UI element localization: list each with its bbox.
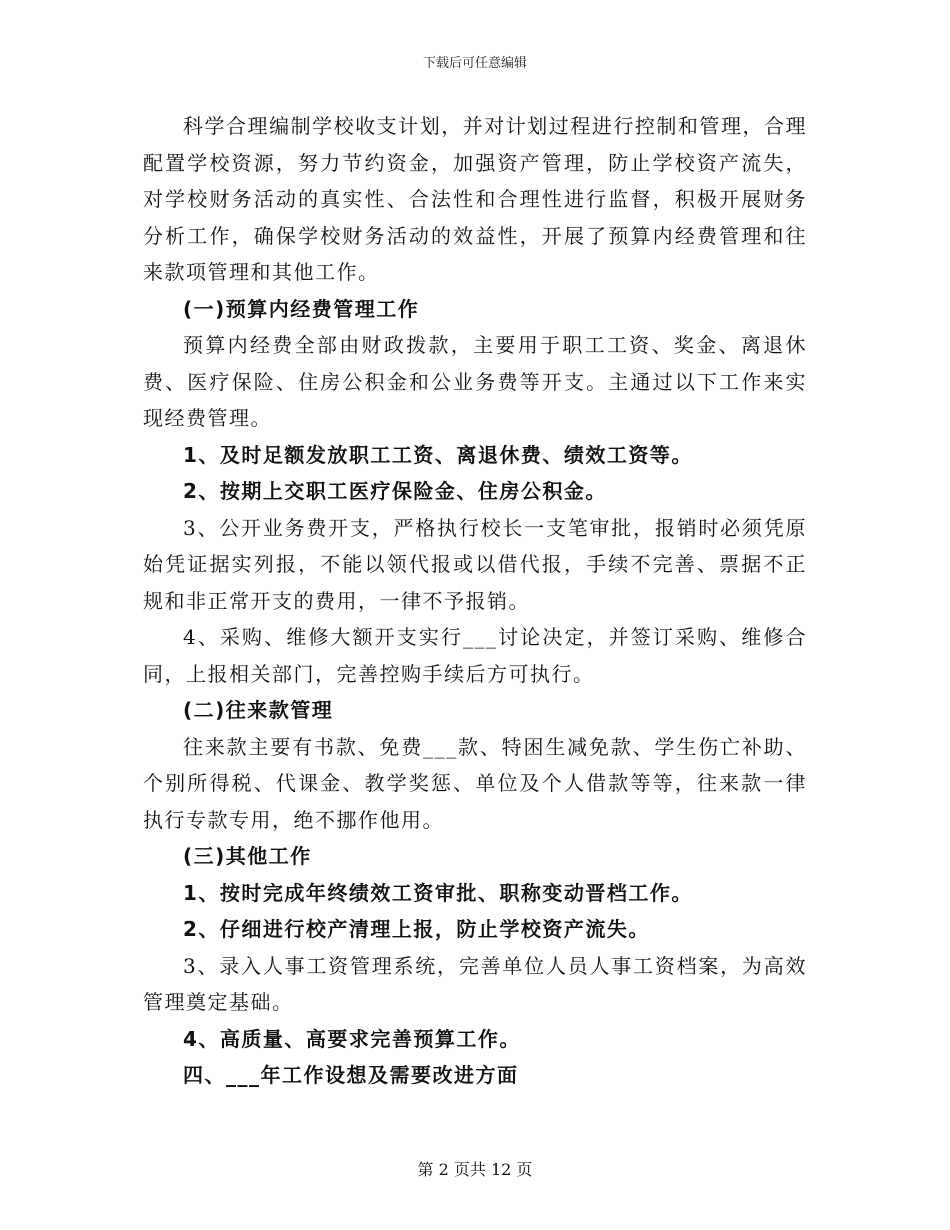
list-item: 2、仔细进行校产清理上报，防止学校资产流失。 <box>183 917 650 941</box>
list-item: 4、采购、维修大额开支实行___讨论决定，并签订采购、维修合同，上报相关部门，完善控购手续后方可执行。 <box>143 625 807 686</box>
list-item: 4、高质量、高要求完善预算工作。 <box>183 1026 521 1051</box>
section-heading: (一)预算内经费管理工作 <box>183 296 420 321</box>
page-number: 第 2 页共 12 页 <box>417 1160 533 1179</box>
paragraph: 预算内经费全部由财政拨款，主要用于职工工资、奖金、离退休费、医疗保险、住房公积金和公业务费等开支。主通过以下工作来实现经费管理。 <box>143 333 807 430</box>
list-item: 1、按时完成年终绩效工资审批、职称变动晋档工作。 <box>183 880 693 905</box>
list-item: 2、按期上交职工医疗保险金、住房公积金。 <box>183 479 607 503</box>
list-item: 1、及时足额发放职工工资、离退休费、绩效工资等。 <box>183 442 693 467</box>
section-heading: (二)往来款管理 <box>183 698 334 722</box>
paragraph: 往来款主要有书款、免费___款、特困生减免款、学生伤亡补助、个别所得税、代课金、教学奖惩、单位及个人借款等等，往来款一律执行专款专用，绝不挪作他用。 <box>143 734 807 832</box>
document-body <box>143 108 807 1094</box>
section-heading: 四、___年工作设想及需要改进方面 <box>183 1063 519 1087</box>
list-item: 3、公开业务费开支，严格执行校长一支笔审批，报销时必须凭原始凭证据实列报，不能以领代报或以借代报，手续不完善、票据不正规和非正常开支的费用，一律不予报销。 <box>143 515 807 613</box>
paragraph: 科学合理编制学校收支计划，并对计划过程进行控制和管理，合理配置学校资源，努力节约资金，加强资产管理，防止学校资产流失，对学校财务活动的真实性、合法性和合理性进行监督，积极开展财务分析工作，确保学校财务活动的效益性，开展了预算内经费管理和往来款项管理和其他工作。 <box>143 114 807 284</box>
section-heading: (三)其他工作 <box>183 844 312 868</box>
list-item: 3、录入人事工资管理系统，完善单位人员人事工资档案，为高效管理奠定基础。 <box>143 953 807 1014</box>
page-header: 下载后可任意编辑 <box>422 56 527 71</box>
